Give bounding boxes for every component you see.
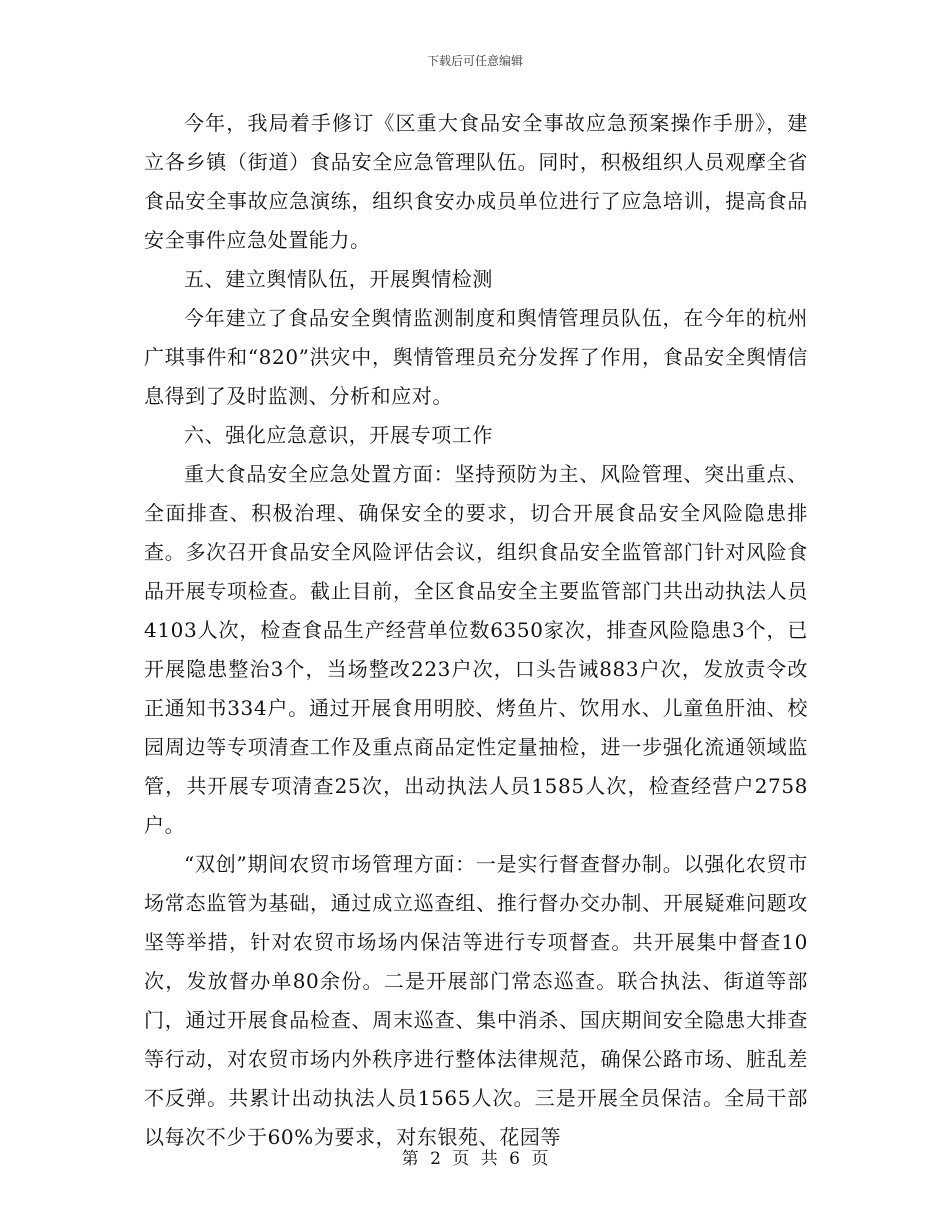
paragraph-emergency-response: 重大食品安全应急处置方面：坚持预防为主、风险管理、突出重点、全面排查、积极治理、确保安全的要求，切合开展食品安全风险隐患排查。多次召开食品安全风险评估会议，组织食品安全监管部门针对风险食品开展专项检查。截止目前，全区食品安全主要监管部门共出动执法人员4103人次，检查食品生产经营单位数6350家次，排查风险隐患3个，已开展隐患整治3个，当场整改223户次，口头告诫883户次，发放责令改正通知书334户。通过开展食用明胶、烤鱼片、饮用水、儿童鱼肝油、校园周边等专项清查工作及重点商品定性定量抽检，进一步强化流通领域监管，共开展专项清查25次，出动执法人员1585人次，检查经营户2758户。 [144, 462, 808, 837]
paragraph-public-opinion: 今年建立了食品安全舆情监测制度和舆情管理员队伍，在今年的杭州广琪事件和“820”洪灾中，舆情管理员充分发挥了作用，食品安全舆情信息得到了及时监测、分析和应对。 [144, 306, 808, 408]
section-heading-5: 五、建立舆情队伍，开展舆情检测 [184, 267, 493, 291]
page-header: 下载后可任意编辑 [426, 54, 523, 68]
page-number: 第 2 页 共 6 页 [401, 1149, 549, 1169]
paragraph-market-management: “双创”期间农贸市场管理方面：一是实行督查督办制。以强化农贸市场常态监管为基础，通过成立巡查组、推行督办交办制、开展疑难问题攻坚等举措，针对农贸市场场内保洁等进行专项督查。共开展集中督查10次，发放督办单80余份。二是开展部门常态巡查。联合执法、街道等部门，通过开展食品检查、周末巡查、集中消杀、国庆期间安全隐患大排查等行动，对农贸市场内外秩序进行整体法律规范，确保公路市场、脏乱差不反弹。共累计出动执法人员1565人次。三是开展全员保洁。全局干部以每次不少于60%为要求，对东银苑、花园等 [144, 852, 808, 1149]
section-heading-6: 六、强化应急意识，开展专项工作 [184, 423, 493, 447]
document-body [144, 104, 808, 1157]
paragraph-emergency-plan: 今年，我局着手修订《区重大食品安全事故应急预案操作手册》，建立各乡镇（街道）食品安全应急管理队伍。同时，积极组织人员观摩全省食品安全事故应急演练，组织食安办成员单位进行了应急培训，提高食品安全事件应急处置能力。 [144, 111, 808, 252]
